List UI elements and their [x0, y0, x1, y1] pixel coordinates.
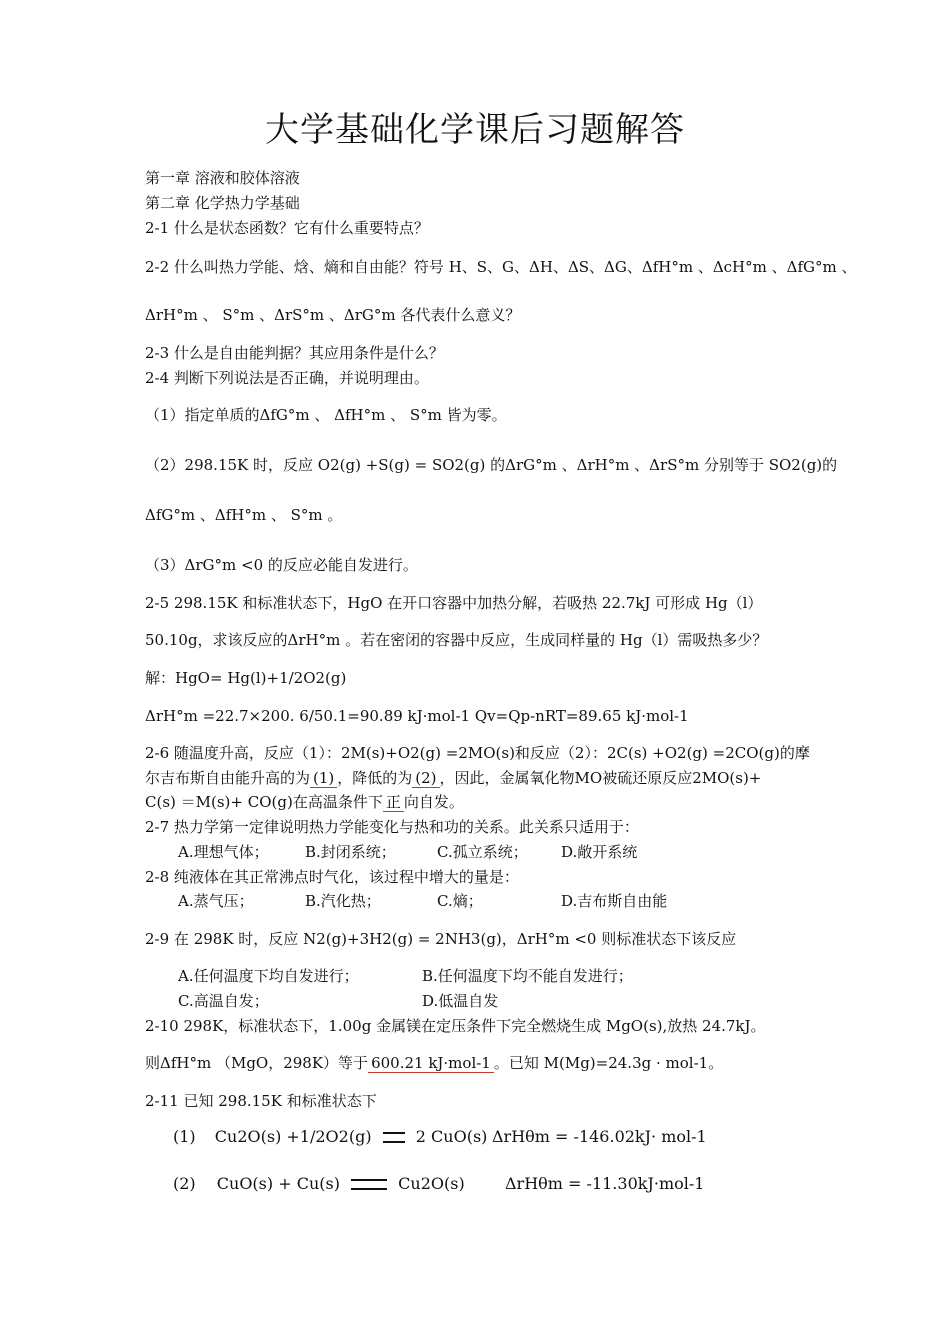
question-2-6-line1: 2-6 随温度升高，反应（1）：2M(s)+O2(g) =2MO(s)和反应（2）：2C(s) +O2(g) =2CO(g)的摩 [145, 744, 810, 762]
question-2-6-line2 [145, 768, 761, 788]
q2-6-text-b: ，降低的为 [337, 769, 413, 787]
question-2-3: 2-3 什么是自由能判据？其应用条件是什么？ [145, 344, 444, 362]
q2-9-option-b: B.任何温度下均不能自发进行； [422, 967, 633, 985]
q2-11-equation-1-enthalpy: ΔrHθm = -146.02kJ· mol-1 [492, 1127, 707, 1146]
question-2-2-line1: 2-2 什么叫热力学能、焓、熵和自由能？符号 H、S、G、ΔH、ΔS、ΔG、ΔfH°m 、ΔcH°m 、ΔfG°m 、 [145, 258, 857, 276]
chapter-1-heading: 第一章 溶液和胶体溶液 [145, 169, 300, 187]
question-2-5-line2: 50.10g，求该反应的ΔrH°m 。若在密闭的容器中反应，生成同样量的 Hg（l）需吸热多少？ [145, 631, 768, 649]
q2-8-option-d: D.吉布斯自由能 [561, 892, 668, 910]
q2-10-answer-blank: 600.21 kJ·mol-1 [368, 1054, 494, 1073]
q2-9-option-c: C.高温自发； [178, 992, 269, 1010]
q2-9-option-a: A.任何温度下均自发进行； [178, 967, 359, 985]
question-2-4: 2-4 判断下列说法是否正确，并说明理由。 [145, 369, 429, 387]
question-2-8: 2-8 纯液体在其正常沸点时气化，该过程中增大的量是： [145, 868, 519, 886]
eq1-products: 2 CuO(s) [415, 1127, 488, 1146]
question-2-10-line2 [145, 1053, 723, 1073]
q2-7-option-b: B.封闭系统； [305, 843, 396, 861]
question-2-7: 2-7 热力学第一定律说明热力学能变化与热和功的关系。此关系只适用于： [145, 818, 639, 836]
question-2-11: 2-11 已知 298.15K 和标准状态下 [145, 1092, 377, 1110]
q2-11-equation-1 [173, 1127, 487, 1146]
question-2-6-line3 [145, 792, 464, 812]
page-title: 大学基础化学课后习题解答 [265, 110, 685, 150]
q2-7-option-a: A.理想气体； [178, 843, 269, 861]
q2-6-answer-blank-2: (2) [412, 769, 439, 788]
eq2-label: (2) [173, 1174, 196, 1193]
question-2-4-item2-line2: ΔfG°m 、ΔfH°m 、 S°m 。 [145, 506, 343, 524]
q2-6-text-a: 尔吉布斯自由能升高的为 [145, 769, 311, 787]
question-2-5-answer1: 解：HgO= Hg(l)+1/2O2(g) [145, 669, 347, 687]
q2-6-text-d: C(s) ＝M(s)+ CO(g)在高温条件下 [145, 793, 383, 811]
question-2-9: 2-9 在 298K 时，反应 N2(g)+3H2(g) = 2NH3(g)，ΔrH°m <0 则标准状态下该反应 [145, 930, 737, 948]
question-2-5-answer2: ΔrH°m =22.7×200. 6/50.1=90.89 kJ·mol-1 Qv=Qp-nRT=89.65 kJ·mol-1 [145, 707, 689, 725]
eq2-products: Cu2O(s) [398, 1174, 465, 1193]
q2-6-answer-blank-3: 正 [383, 793, 404, 812]
eq1-reactants: Cu2O(s) +1/2O2(g) [214, 1127, 372, 1146]
q2-7-option-c: C.孤立系统； [437, 843, 528, 861]
question-2-1: 2-1 什么是状态函数？它有什么重要特点？ [145, 219, 429, 237]
eq2-reactants: CuO(s) + Cu(s) [216, 1174, 340, 1193]
q2-9-option-d: D.低温自发 [422, 992, 499, 1010]
q2-7-option-d: D.敞开系统 [561, 843, 638, 861]
q2-11-equation-2-enthalpy: ΔrHθm = -11.30kJ·mol-1 [505, 1174, 705, 1193]
question-2-10-line1: 2-10 298K，标准状态下，1.00g 金属镁在定压条件下完全燃烧生成 MgO(s),放热 24.7kJ。 [145, 1017, 766, 1035]
q2-8-option-b: B.汽化热； [305, 892, 381, 910]
eq1-label: (1) [173, 1127, 196, 1146]
q2-6-answer-blank-1: (1) [310, 769, 337, 788]
chapter-2-heading: 第二章 化学热力学基础 [145, 194, 300, 212]
question-2-4-item3: （3）ΔrG°m <0 的反应必能自发进行。 [145, 556, 418, 574]
q2-10-text-a: 则ΔfH°m （MgO，298K）等于 [145, 1054, 369, 1072]
question-2-4-item2-line1: （2）298.15K 时，反应 O2(g) +S(g) = SO2(g) 的ΔrG°m 、ΔrH°m 、ΔrS°m 分别等于 SO2(g)的 [145, 456, 838, 474]
q2-6-text-e: 向自发。 [403, 793, 464, 811]
q2-10-text-b: 。已知 M(Mg)=24.3g · mol-1。 [493, 1054, 724, 1072]
question-2-4-item1: （1）指定单质的ΔfG°m 、 ΔfH°m 、 S°m 皆为零。 [145, 406, 507, 424]
question-2-5-line1: 2-5 298.15K 和标准状态下，HgO 在开口容器中加热分解，若吸热 22.7kJ 可形成 Hg（l） [145, 594, 763, 612]
q2-6-text-c: ，因此，金属氧化物MO被硫还原反应2MO(s)+ [439, 769, 762, 787]
question-2-2-line2: ΔrH°m 、 S°m 、ΔrS°m 、ΔrG°m 各代表什么意义？ [145, 306, 521, 324]
q2-8-option-a: A.蒸气压； [178, 892, 254, 910]
equals-arrow-icon [351, 1179, 387, 1190]
q2-8-option-c: C.熵； [437, 892, 483, 910]
equals-arrow-icon [383, 1132, 405, 1143]
q2-11-equation-2 [173, 1174, 465, 1193]
